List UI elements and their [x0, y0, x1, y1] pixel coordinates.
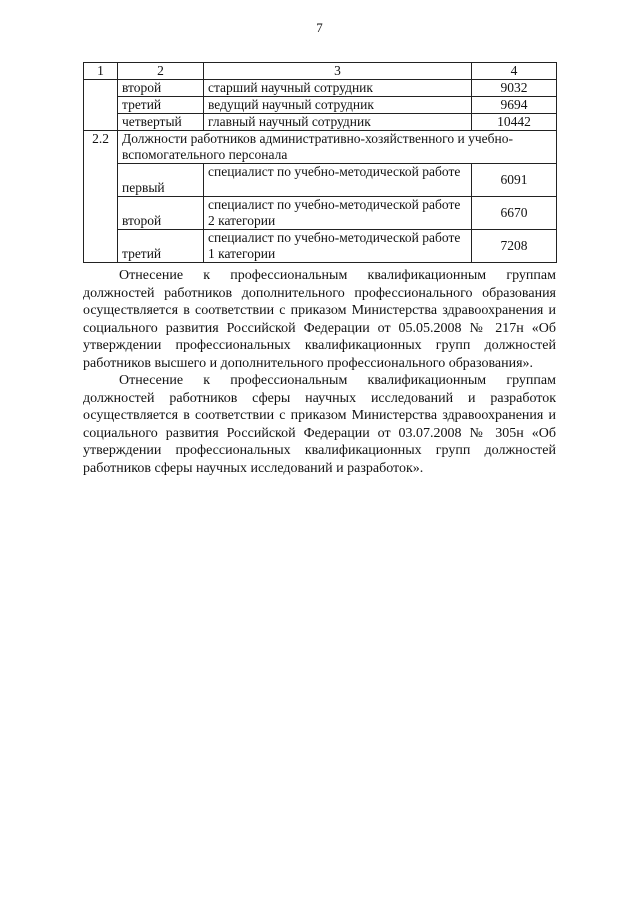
position-cell: специалист по учебно-методической работе 2 категории	[204, 197, 472, 230]
salary-cell: 6670	[472, 197, 557, 230]
section-header-row	[84, 131, 557, 164]
position-cell: специалист по учебно-методической работе	[204, 164, 472, 197]
salary-cell: 10442	[472, 114, 557, 131]
level-cell: третий	[118, 97, 204, 114]
header-cell: 2	[118, 63, 204, 80]
level-cell: первый	[118, 164, 204, 197]
salary-cell: 6091	[472, 164, 557, 197]
table-row	[84, 114, 557, 131]
table-row	[84, 97, 557, 114]
page-number: 7	[316, 20, 323, 35]
table-row	[84, 197, 557, 230]
table-header-row	[84, 63, 557, 80]
paragraph-text: Отнесение к профессиональным квалификационным группам должностей работников сферы научных исследований и разработок осуществляется в соответствии с приказом Министерства здравоохранения и социального развития Российской Федерации от 03.07.2008 № 305н «Об утверждении профессиональных квалификационных групп должностей работников сферы научных исследований и разработок».	[83, 373, 556, 476]
empty-cell	[84, 80, 118, 131]
section-title-cell: Должности работников административно-хозяйственного и учебно-вспомогательного персонала	[118, 131, 557, 164]
table-row	[84, 230, 557, 263]
level-cell: второй	[118, 197, 204, 230]
level-cell: четвертый	[118, 114, 204, 131]
header-cell: 1	[84, 63, 118, 80]
level-cell: второй	[118, 80, 204, 97]
section-number-cell: 2.2	[84, 131, 118, 263]
position-cell: старший научный сотрудник	[204, 80, 472, 97]
salary-cell: 7208	[472, 230, 557, 263]
level-cell: третий	[118, 230, 204, 263]
paragraph-research	[83, 372, 556, 477]
table-row	[84, 164, 557, 197]
position-cell: специалист по учебно-методической работе 1 категории	[204, 230, 472, 263]
salary-cell: 9032	[472, 80, 557, 97]
header-cell: 3	[204, 63, 472, 80]
position-cell: ведущий научный сотрудник	[204, 97, 472, 114]
salary-cell: 9694	[472, 97, 557, 114]
paragraph-dpo	[83, 267, 556, 372]
salary-table	[83, 62, 557, 263]
paragraph-text: Отнесение к профессиональным квалификационным группам должностей работников дополнительного профессионального образования осуществляется в соответствии с приказом Министерства здравоохранения и социального развития Российской Федерации от 05.05.2008 № 217н «Об утверждении профессиональных квалификационных групп должностей работников высшего и дополнительного профессионального образования».	[83, 268, 556, 371]
table-row	[84, 80, 557, 97]
header-cell: 4	[472, 63, 557, 80]
position-cell: главный научный сотрудник	[204, 114, 472, 131]
